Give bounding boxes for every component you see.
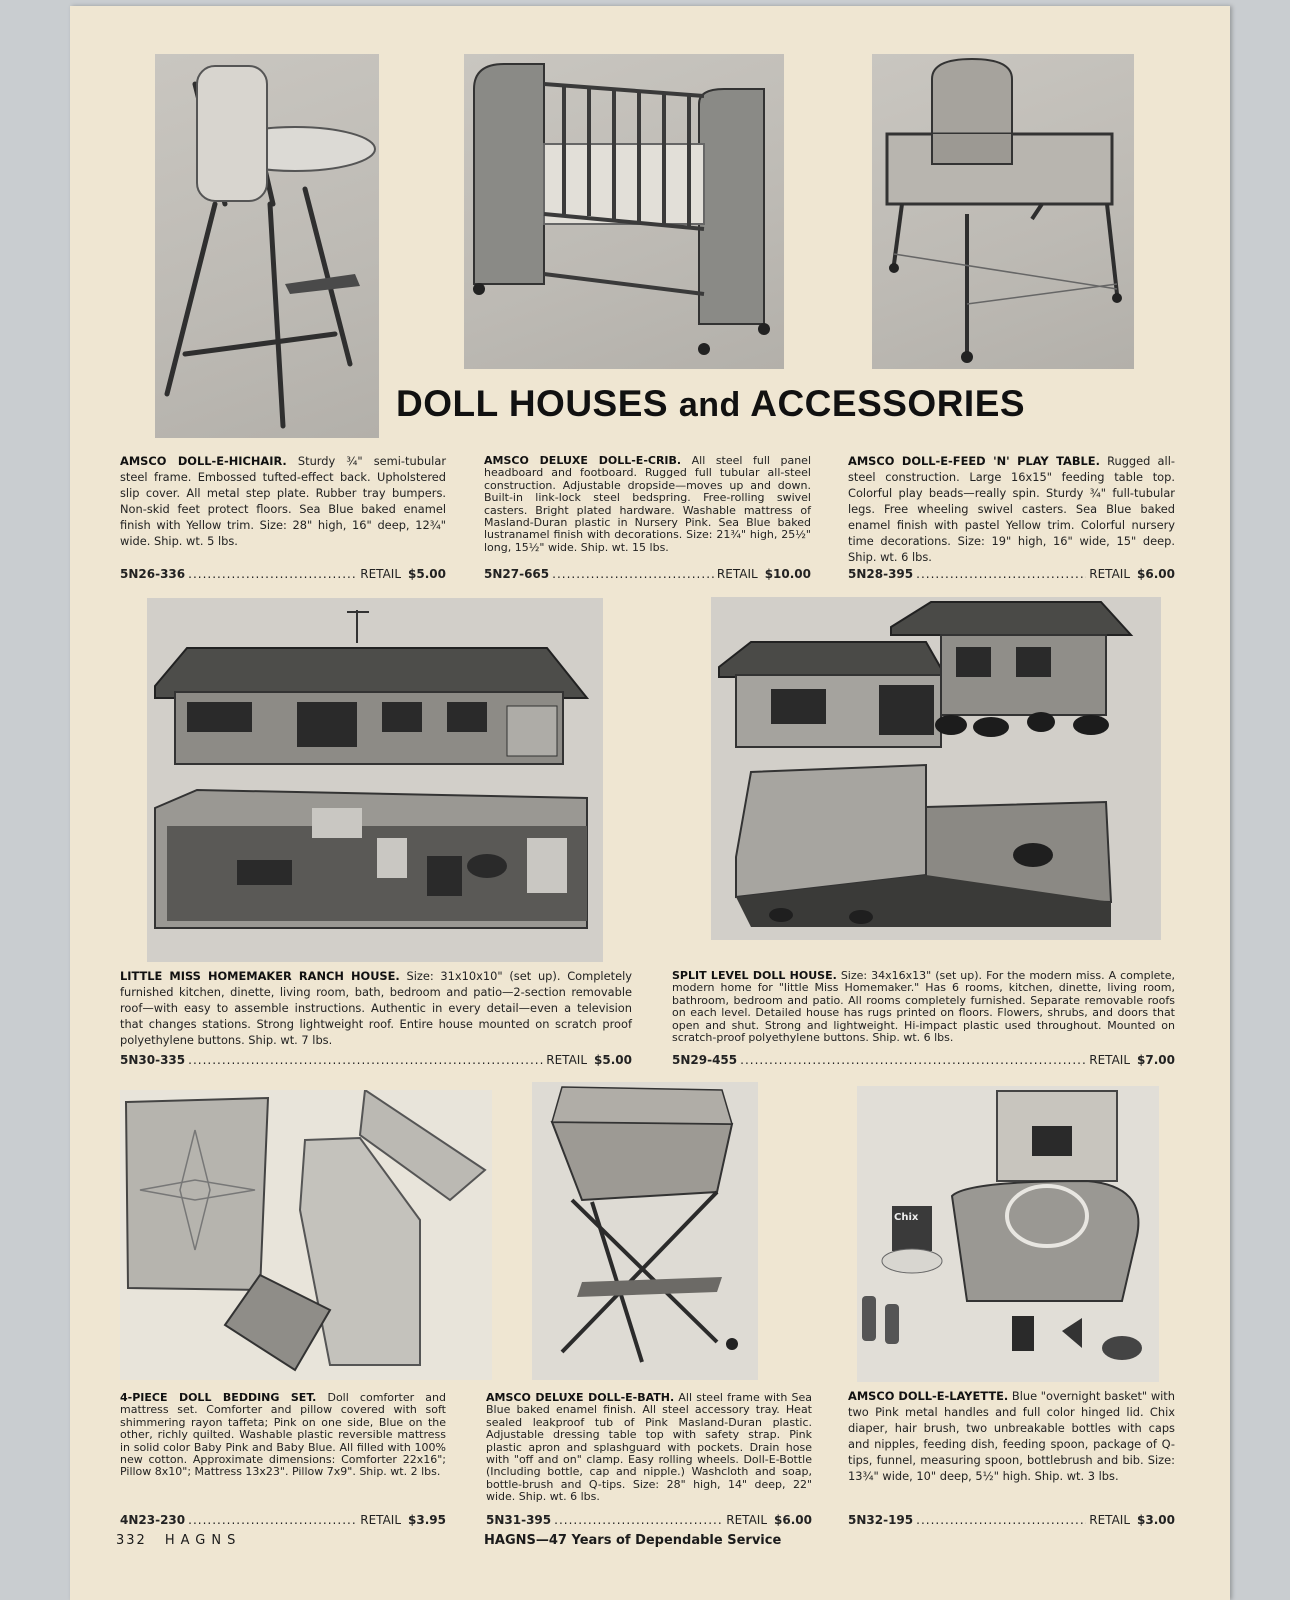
retail-label: RETAIL [360, 1513, 402, 1527]
doll-bath-description [486, 1392, 812, 1504]
highchair-price: $5.00 [408, 567, 446, 581]
leader-dots [188, 567, 357, 581]
footer-brand: HAGNS [164, 1533, 242, 1548]
retail-label: RETAIL [716, 567, 758, 581]
highchair-price-line [120, 567, 446, 581]
retail-label: RETAIL [1089, 1053, 1131, 1067]
retail-label: RETAIL [546, 1053, 588, 1067]
crib-sku: 5N27-665 [484, 567, 550, 581]
doll-bath-price-line [486, 1513, 812, 1527]
footer-tagline: HAGNS—47 Years of Dependable Service [484, 1533, 782, 1548]
bedding-set-sku: 4N23-230 [120, 1513, 186, 1527]
leader-dots [188, 1053, 543, 1067]
layette-price: $3.00 [1137, 1513, 1175, 1527]
crib-illustration [464, 54, 784, 369]
bedding-set-details: Doll comforter and mattress set. Comforter and pillow covered with soft shimmering rayon taffeta; Pink on one side, Blue on the other, richly quilted. Washable plastic reversible mattress in solid color Baby Pink and Baby Blue. All filled with 100% new cotton. Approximate dimensions: Comforter 22x16"; Pillow 8x10"; Mattress 13x23". Pillow 7x9". Ship. wt. 2 lbs. [120, 1391, 446, 1479]
ranch-house-illustration [147, 598, 603, 962]
layette-price-line [848, 1513, 1175, 1527]
layette-name: AMSCO DOLL-E-LAYETTE. [848, 1389, 1009, 1403]
bedding-set-photo [120, 1090, 492, 1380]
retail-label: RETAIL [360, 567, 402, 581]
feed-table-description [848, 453, 1175, 565]
feed-table-sku: 5N28-395 [848, 567, 914, 581]
retail-label: RETAIL [1089, 1513, 1131, 1527]
chix-box-label: Chix [894, 1212, 919, 1223]
crib-name: AMSCO DELUXE DOLL-E-CRIB. [484, 454, 682, 467]
ranch-house-name: LITTLE MISS HOMEMAKER RANCH HOUSE. [120, 969, 400, 983]
bedding-set-description [120, 1392, 446, 1479]
layette-photo [857, 1086, 1159, 1382]
crib-description [484, 455, 811, 554]
doll-bath-sku: 5N31-395 [486, 1513, 552, 1527]
highchair-details: Sturdy ¾" semi-tubular steel frame. Embossed tufted-effect back. Upholstered slip cover. All metal step plate. Rubber tray bumpers. Non-skid feet protect floors. Sea Blue baked enamel finish with Yellow trim. Size: 28" high, 16" deep, 12¾" wide. Ship. wt. 5 lbs. [120, 454, 447, 548]
bedding-set-illustration [120, 1090, 492, 1380]
title-and: and [678, 386, 741, 424]
crib-price: $10.00 [764, 567, 811, 581]
ranch-house-description [120, 968, 632, 1048]
feed-table-illustration [872, 54, 1134, 369]
feed-table-price: $6.00 [1137, 567, 1175, 581]
highchair-illustration [155, 54, 379, 438]
title-doll-houses: DOLL HOUSES [396, 383, 669, 424]
crib-details: All steel full panel headboard and footboard. Rugged full tubular all-steel construction. Adjustable dropside—moves up and down. Built-in link-lock steel bedspring. Free-rolling swivel casters. Bright plated hardware. Washable mattress of Masland-Duran plastic in Nursery Pink. Sea Blue baked lustranamel finish with decorations. Size: 21¾" high, 25½" long, 15½" wide. Ship. wt. 15 lbs. [484, 454, 812, 554]
page-title [396, 383, 1046, 425]
split-level-price: $7.00 [1137, 1053, 1175, 1067]
highchair-sku: 5N26-336 [120, 567, 186, 581]
split-level-photo [711, 597, 1161, 940]
feed-table-price-line [848, 567, 1175, 581]
split-level-name: SPLIT LEVEL DOLL HOUSE. [672, 969, 837, 982]
title-accessories: ACCESSORIES [750, 383, 1026, 424]
page-footer-left [116, 1533, 241, 1548]
layette-sku: 5N32-195 [848, 1513, 914, 1527]
bedding-set-price-line [120, 1513, 446, 1527]
layette-details: Blue "overnight basket" with two Pink metal handles and full color hinged lid. Chix diaper, hair brush, two unbreakable bottles with caps and nipples, feeding dish, feeding spoon, package of Q-tips, funnel, measuring spoon, bottlebrush and bib. Size: 13¾" wide, 10" deep, 5½" high. Ship. wt. 3 lbs. [848, 1389, 1175, 1483]
ranch-house-details: Size: 31x10x10" (set up). Completely furnished kitchen, dinette, living room, bath, bedroom and patio—2-section removable roof—with easy to assemble instructions. Authentic in every detail—even a television that changes stations. Strong lightweight roof. Entire house mounted on scratch proof polyethylene buttons. Ship. wt. 7 lbs. [120, 969, 632, 1047]
split-level-illustration [711, 597, 1161, 940]
doll-bath-photo [532, 1082, 758, 1380]
split-level-sku: 5N29-455 [672, 1053, 738, 1067]
ranch-house-photo [147, 598, 603, 962]
feed-table-photo [872, 54, 1134, 369]
leader-dots [552, 567, 714, 581]
retail-label: RETAIL [1089, 567, 1131, 581]
doll-bath-details: All steel frame with Sea Blue baked enamel finish. All steel accessory tray. Heat sealed leakproof tub of Pink Masland-Duran plastic. Adjustable dressing table top with safety strap. Pink plastic apron and splashguard with pockets. Drain hose with "off and on" clamp. Easy rolling wheels. Doll-E-Bottle (Including bottle, cap and nipple.) Washcloth and soap, bottle-brush and Q-tips. Size: 28" high, 14" deep, 22" wide. Ship. wt. 6 lbs. [486, 1391, 812, 1504]
layette-illustration [857, 1086, 1159, 1382]
page-number: 332 [116, 1533, 147, 1548]
leader-dots [188, 1513, 357, 1527]
feed-table-name: AMSCO DOLL-E-FEED 'N' PLAY TABLE. [848, 454, 1100, 468]
bedding-set-price: $3.95 [408, 1513, 446, 1527]
feed-table-details: Rugged all-steel construction. Large 16x15" feeding table top. Colorful play beads—really spin. Sturdy ¾" full-tubular legs. Free wheeling swivel casters. Sea Blue baked enamel finish with pastel Yellow trim. Colorful nursery time decorations. Size: 19" high, 16" wide, 15" deep. Ship. wt. 6 lbs. [848, 454, 1175, 564]
bedding-set-name: 4-PIECE DOLL BEDDING SET. [120, 1391, 317, 1404]
doll-bath-price: $6.00 [774, 1513, 812, 1527]
crib-price-line [484, 567, 811, 581]
highchair-photo [155, 54, 379, 438]
crib-photo [464, 54, 784, 369]
leader-dots [916, 567, 1086, 581]
split-level-price-line [672, 1053, 1175, 1067]
leader-dots [740, 1053, 1086, 1067]
leader-dots [916, 1513, 1086, 1527]
ranch-house-price-line [120, 1053, 632, 1067]
ranch-house-sku: 5N30-335 [120, 1053, 186, 1067]
split-level-details: Size: 34x16x13" (set up). For the modern miss. A complete, modern home for "little Miss Homemaker." Has 6 rooms, kitchen, dinette, living room, bathroom, bedroom and patio. All rooms completely furnished. Separate removable roofs on each level. Detailed house has rugs printed on floors. Flowers, shrubs, and doors that open and shut. Strong and lightweight. Hi-impact plastic used throughout. Mounted on scratch-proof polyethylene buttons. Ship. wt. 6 lbs. [672, 969, 1175, 1045]
doll-bath-illustration [532, 1082, 758, 1380]
layette-description [848, 1388, 1175, 1484]
highchair-description [120, 453, 446, 549]
doll-bath-name: AMSCO DELUXE DOLL-E-BATH. [486, 1391, 675, 1404]
leader-dots [554, 1513, 723, 1527]
highchair-name: AMSCO DOLL-E-HICHAIR. [120, 454, 287, 468]
retail-label: RETAIL [726, 1513, 768, 1527]
ranch-house-price: $5.00 [594, 1053, 632, 1067]
split-level-description [672, 970, 1175, 1044]
